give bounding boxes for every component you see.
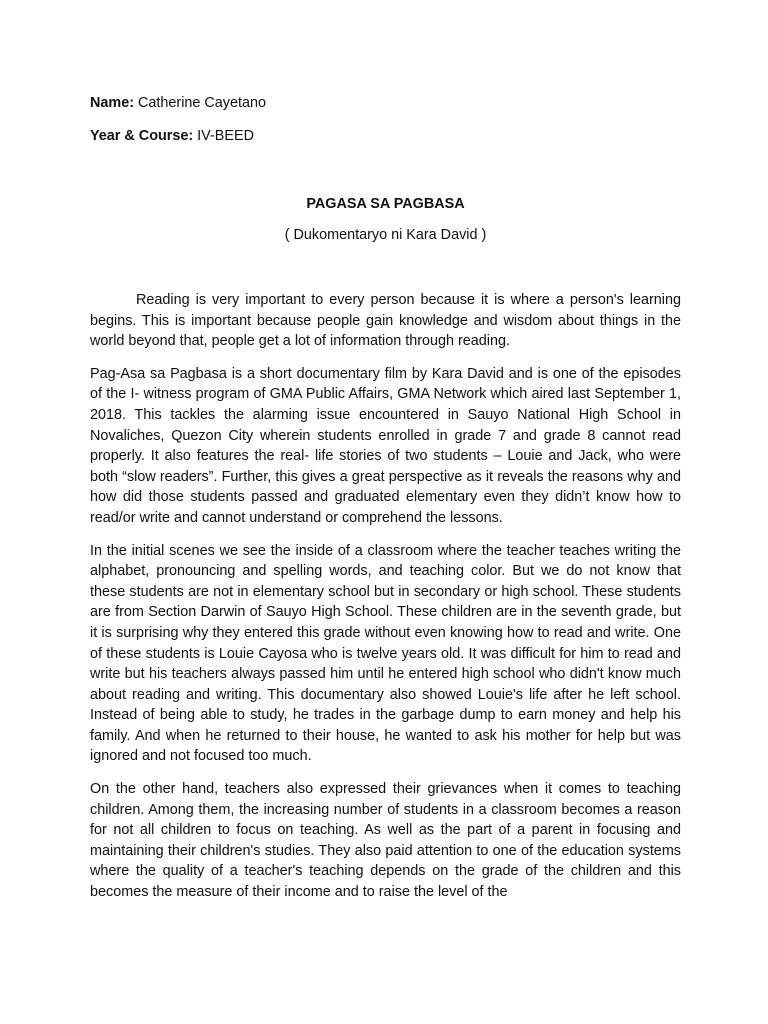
document-body xyxy=(90,290,681,903)
document-subtitle: ( Dukomentaryo ni Kara David ) xyxy=(284,227,487,243)
name-line xyxy=(90,94,681,112)
course-line xyxy=(90,127,681,145)
paragraph-3: In the initial scenes we see the inside of a classroom where the teacher teaches writing the alphabet, pronouncing and spelling words, and teaching color. But we do not know that these students are not in elementary school but in secondary or high school. These students are from Section Darwin of Sauyo High School. These children are in the seventh grade, but it is surprising why they entered this grade without even knowing how to read and write. One of these students is Louie Cayosa who is twelve years old. It was difficult for him to read and write but his teachers always passed him until he entered high school who didn't know much about reading and writing. This documentary also showed Louie's life after he left school. Instead of being able to study, he trades in the garbage dump to earn money and help his family. And when he returned to their house, he wanted to ask his mother for help but was ignored and not focused too much. xyxy=(90,542,681,765)
paragraph-1: Reading is very important to every person because it is where a person's learning begins. This is important because people gain knowledge and wisdom about things in the world beyond that, people get a lot of information through reading. xyxy=(90,292,681,350)
name-label: Name: xyxy=(90,95,134,111)
course-value: IV-BEED xyxy=(193,128,254,144)
paragraph-2: Pag-Asa sa Pagbasa is a short documentary film by Kara David and is one of the episodes of the I- witness program of GMA Public Affairs, GMA Network which aired last September 1, 2018. This tackles the alarming issue encountered in Sauyo National High School in Novaliches, Quezon City wherein students enrolled in grade 7 and grade 8 cannot read properly. It also features the real- life stories of two students – Louie and Jack, who were both “slow readers”. Further, this gives a great perspective as it reveals the reasons why and how did those students passed and graduated elementary even they didn’t know how to read/or write and cannot understand or comprehend the lessons. xyxy=(90,365,681,526)
paragraph-4: On the other hand, teachers also expressed their grievances when it comes to teaching children. Among them, the increasing number of students in a classroom becomes a reason for not all children to focus on teaching. As well as the part of a parent in focusing and maintaining their children's studies. They also paid attention to one of the education systems where the quality of a teacher's teaching depends on the grade of the children and this becomes the measure of their income and to raise the level of the xyxy=(90,781,681,901)
document-title: PAGASA SA PAGBASA xyxy=(306,196,465,212)
course-label: Year & Course: xyxy=(90,128,194,144)
name-value: Catherine Cayetano xyxy=(134,95,266,111)
